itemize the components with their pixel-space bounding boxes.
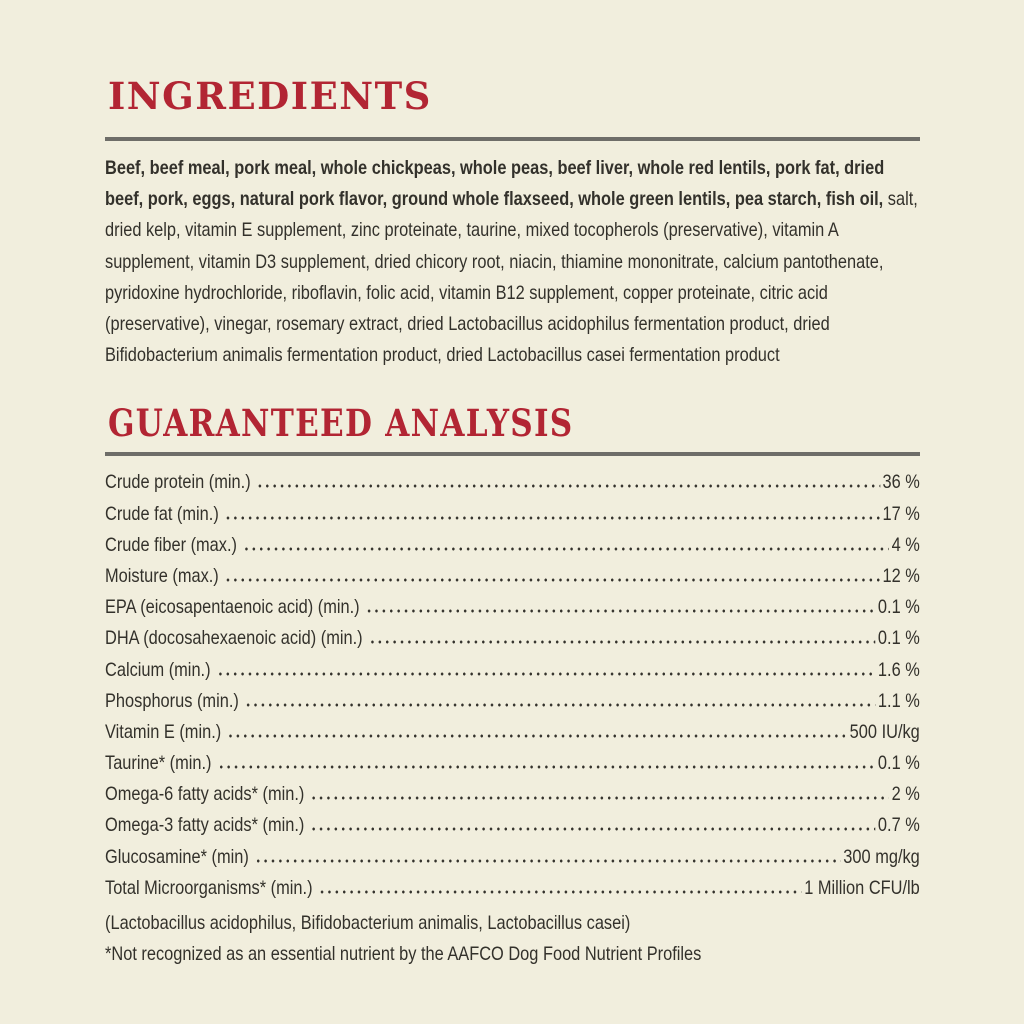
analysis-row-label: Crude fat (min.) [105,502,219,525]
analysis-row-label: Omega-3 fatty acids* (min.) [105,814,305,837]
analysis-row-label: Crude protein (min.) [105,471,251,494]
guaranteed-analysis-heading: GUARANTEED ANALYSIS [108,401,574,446]
analysis-row-crude-protein [105,471,920,502]
analysis-row-value: 0.7 % [877,814,920,837]
dot-leader [318,881,801,894]
analysis-row-calcium [105,659,920,690]
dot-leader [225,569,880,582]
dot-leader [216,663,875,676]
analysis-row-crude-fat [105,503,920,534]
analysis-row-value: 1 Million CFU/lb [804,876,920,899]
analysis-row-omega-6 [105,783,920,814]
analysis-row-glucosamine [105,846,920,877]
analysis-row-taurine [105,752,920,783]
analysis-row-label: Moisture (max.) [105,564,219,587]
microorganisms-subnote: (Lactobacillus acidophilus, Bifidobacterium animalis, Lactobacillus casei) [105,912,631,935]
ingredients-divider [105,137,920,141]
dot-leader [257,475,880,488]
dot-leader [243,538,889,551]
analysis-row-crude-fiber [105,534,920,565]
analysis-row-value: 36 % [882,471,920,494]
analysis-row-value: 2 % [891,783,920,806]
analysis-row-label: Crude fiber (max.) [105,533,237,556]
analysis-row-value: 0.1 % [877,596,920,619]
analysis-row-label: DHA (docosahexaenoic acid) (min.) [105,627,363,650]
dot-leader [366,600,876,613]
analysis-row-value: 4 % [891,533,920,556]
dot-leader [217,756,875,769]
analysis-row-label: Omega-6 fatty acids* (min.) [105,783,305,806]
ingredients-secondary-text: salt, dried kelp, vitamin E supplement, zinc proteinate, taurine, mixed tocopherols (preservative), vitamin A supplement, vitamin D3 supplement, dried chicory root, niacin, thiamine mononitrate, calcium pantothenate, pyridoxine hydrochloride, riboflavin, folic acid, vitamin B12 supplement, copper proteinate, citric acid (preservative), vinegar, rosemary extract, dried Lactobacillus acidophilus fermentation product, dried Bifidobacterium animalis fermentation product, dried Lactobacillus casei fermentation product [105,188,918,367]
dot-leader [255,850,841,863]
analysis-row-vitamin-e [105,721,920,752]
dot-leader [227,725,847,738]
ingredients-heading: INGREDIENTS [108,74,432,118]
analysis-row-value: 17 % [882,502,920,525]
analysis-row-value: 0.1 % [877,752,920,775]
analysis-row-label: Total Microorganisms* (min.) [105,876,313,899]
analysis-row-label: Calcium (min.) [105,658,211,681]
analysis-row-epa [105,596,920,627]
analysis-row-phosphorus [105,690,920,721]
analysis-row-value: 1.6 % [877,658,920,681]
analysis-row-label: EPA (eicosapentaenoic acid) (min.) [105,596,360,619]
analysis-row-value: 500 IU/kg [849,720,920,743]
analysis-row-value: 12 % [882,564,920,587]
analysis-divider [105,452,920,456]
analysis-row-total-microorganisms [105,877,920,908]
analysis-row-label: Taurine* (min.) [105,752,212,775]
analysis-row-moisture [105,565,920,596]
dot-leader [245,694,876,707]
ingredients-primary-text: Beef, beef meal, pork meal, whole chickpeas, whole peas, beef liver, whole red lentils, pork fat, dried beef, pork, eggs, natural pork flavor, ground whole flaxseed, whole green lentils, pea starch, fish oil, [105,157,885,211]
analysis-row-value: 1.1 % [877,689,920,712]
aafco-footnote: *Not recognized as an essential nutrient by the AAFCO Dog Food Nutrient Profiles [105,943,702,966]
analysis-row-value: 0.1 % [877,627,920,650]
analysis-row-dha [105,627,920,658]
analysis-row-label: Phosphorus (min.) [105,689,239,712]
analysis-row-label: Glucosamine* (min) [105,845,249,868]
analysis-row-omega-3 [105,814,920,845]
analysis-row-label: Vitamin E (min.) [105,720,222,743]
dot-leader [310,818,875,831]
dot-leader [310,787,889,800]
ingredients-section [105,153,920,371]
dot-leader [225,507,880,520]
guaranteed-analysis-table [105,471,920,970]
analysis-row-value: 300 mg/kg [843,845,920,868]
dot-leader [369,631,876,644]
ingredients-paragraph [105,153,920,371]
